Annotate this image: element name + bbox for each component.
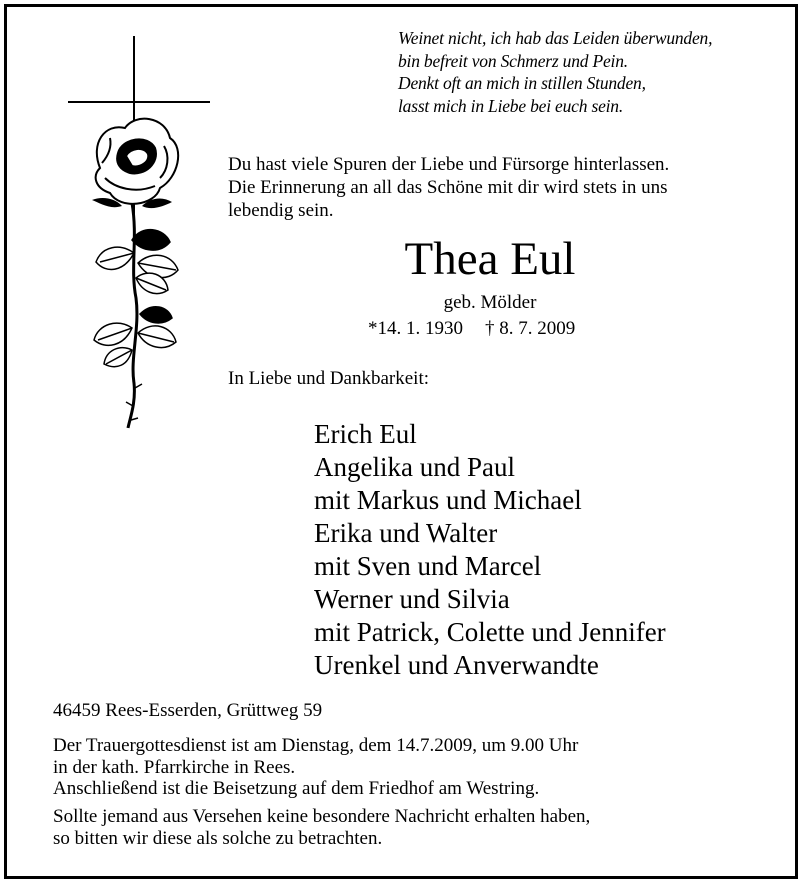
family-member: mit Patrick, Colette und Jennifer — [314, 617, 666, 647]
poem-line: Denkt oft an mich in stillen Stunden, — [398, 73, 646, 93]
family-member: Angelika und Paul — [314, 452, 515, 482]
birth-name: geb. Mölder — [443, 292, 537, 313]
poem — [398, 27, 712, 117]
deceased-name: Thea Eul — [404, 233, 576, 285]
service-info — [53, 735, 578, 800]
intro-line: Die Erinnerung an all das Schöne mit dir wird stets in uns — [228, 177, 668, 198]
poem-line: bin befreit von Schmerz und Pein. — [398, 50, 628, 71]
family-member: mit Sven und Marcel — [314, 551, 542, 581]
poem-line: lasst mich in Liebe bei euch sein. — [398, 95, 624, 116]
death-date: † 8. 7. 2009 — [485, 318, 576, 339]
birth-date: *14. 1. 1930 — [368, 318, 463, 339]
family-member: mit Markus und Michael — [314, 485, 582, 515]
address: 46459 Rees-Esserden, Grüttweg 59 — [53, 700, 323, 721]
note-line: Sollte jemand aus Versehen keine besondere Nachricht erhalten haben, — [53, 806, 591, 827]
notice-note — [53, 806, 590, 849]
service-line: Anschließend ist die Beisetzung auf dem Friedhof am Westring. — [53, 778, 540, 799]
family-member: Erika und Walter — [314, 518, 498, 548]
intro-line: lebendig sein. — [228, 200, 334, 221]
poem-line: Weinet nicht, ich hab das Leiden überwunden, — [398, 28, 713, 48]
life-dates — [368, 318, 575, 340]
family-list — [314, 418, 666, 682]
thanks-line: In Liebe und Dankbarkeit: — [228, 368, 430, 389]
service-line: in der kath. Pfarrkirche in Rees. — [53, 756, 296, 778]
family-member: Erich Eul — [314, 419, 417, 449]
note-line: so bitten wir diese als solche zu betrachten. — [53, 827, 383, 849]
intro-line: Du hast viele Spuren der Liebe und Fürsorge hinterlassen. — [228, 154, 670, 175]
family-member: Werner und Silvia — [314, 584, 510, 614]
family-member: Urenkel und Anverwandte — [314, 650, 599, 680]
intro-text — [228, 153, 788, 222]
service-line: Der Trauergottesdienst ist am Dienstag, dem 14.7.2009, um 9.00 Uhr — [53, 735, 579, 756]
